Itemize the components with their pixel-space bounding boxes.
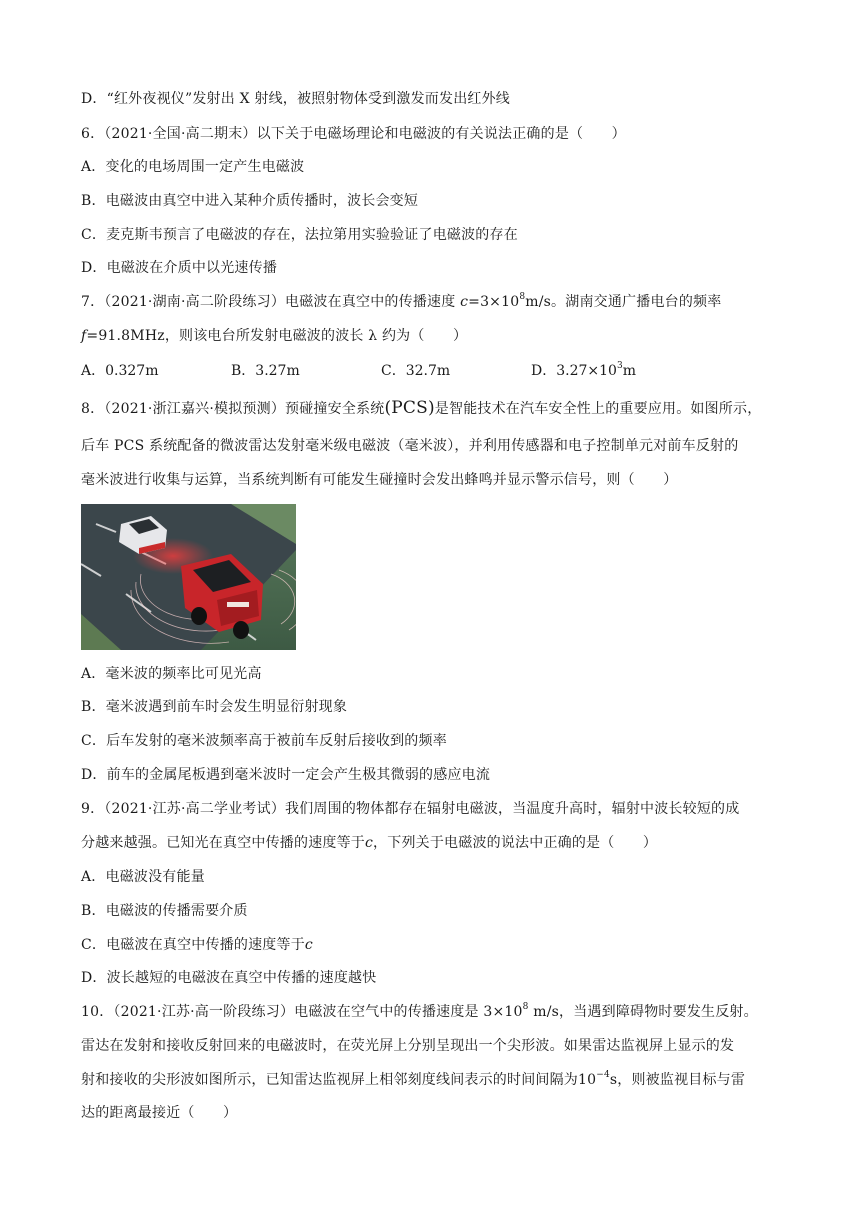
q9-option-c	[81, 935, 313, 955]
q7-line2-text: =91.8MHz，则该电台所发射电磁波的波长 λ 约为（ ）	[86, 328, 468, 344]
q9-text-b: ，下列关于电磁波的说法中正确的是（ ）	[373, 835, 658, 851]
q7-option-d	[531, 361, 636, 381]
q10-text-b: m/s，当遇到障碍物时要发生反射。	[528, 1004, 758, 1020]
q9-option-c-var: c	[304, 937, 313, 953]
q8-stem-line1	[81, 398, 761, 419]
q10-exponent-1: 8	[522, 1002, 529, 1013]
q9-option-a: A．电磁波没有能量	[81, 869, 205, 885]
q10-text-c: 射和接收的尖形波如图所示，已知雷达监视屏上相邻刻度线间表示的时间间隔为10	[81, 1072, 597, 1088]
q10-text-a: 10．（2021·江苏·高一阶段练习）电磁波在空气中的传播速度是 3×10	[81, 1004, 523, 1020]
q10-stem-line1	[81, 1002, 758, 1022]
q7-stem-line1	[81, 292, 721, 312]
q7-var-c: c	[460, 294, 469, 310]
q9-text-a: 分越来越强。已知光在真空中传播的速度等于	[81, 835, 365, 851]
q9-var-c: c	[365, 835, 374, 851]
q8-pcs: (PCS)	[384, 398, 435, 418]
q9-option-c-text: C．电磁波在真空中传播的速度等于	[81, 937, 305, 953]
q9-stem-line1: 9．（2021·江苏·高二学业考试）我们周围的物体都存在辐射电磁波，当温度升高时，辐射中波长较短的成	[81, 801, 740, 817]
q8-stem-line2: 后车 PCS 系统配备的微波雷达发射毫米级电磁波（毫米波），并利用传感器和电子控制单元对前车反射的	[81, 438, 739, 454]
q9-option-b: B．电磁波的传播需要介质	[81, 903, 248, 919]
q10-stem-line4: 达的距离最接近（ ）	[81, 1105, 238, 1121]
q9-stem-line2	[81, 833, 657, 853]
q7-stem-line2	[81, 326, 467, 346]
q8-option-b: B．毫米波遇到前车时会发生明显衍射现象	[81, 699, 348, 715]
q7-option-d-exponent: 3	[616, 361, 623, 372]
q8-text-a: 8．（2021·浙江嘉兴·模拟预测）预碰撞安全系统	[81, 401, 385, 417]
q7-option-c: C．32.7m	[381, 363, 451, 379]
q8-stem-line3: 毫米波进行收集与运算，当系统判断有可能发生碰撞时会发出蜂鸣并显示警示信号，则（ ）	[81, 472, 678, 488]
q6-option-c: C．麦克斯韦预言了电磁波的存在，法拉第用实验验证了电磁波的存在	[81, 227, 518, 243]
q6-option-d: D．电磁波在介质中以光速传播	[81, 260, 278, 276]
q10-stem-line2: 雷达在发射和接收反射回来的电磁波时，在荧光屏上分别呈现出一个尖形波。如果雷达监视屏上显示的发	[81, 1038, 735, 1054]
q6-option-b: B．电磁波由真空中进入某种介质传播时，波长会变短	[81, 193, 419, 209]
q7-text-pre: 7．（2021·湖南·高二阶段练习）电磁波在真空中的传播速度	[81, 294, 461, 310]
q8-option-a: A．毫米波的频率比可见光高	[81, 666, 262, 682]
q7-option-b: B．3.27m	[231, 363, 300, 379]
q7-exponent: 8	[519, 292, 526, 303]
q7-option-d-pre: D．3.27×10	[531, 363, 617, 379]
q6-option-a: A．变化的电场周围一定产生电磁波	[81, 159, 305, 175]
q9-option-d: D．波长越短的电磁波在真空中传播的速度越快	[81, 970, 377, 986]
q7-eq: =3×10	[468, 294, 520, 310]
q10-exponent-2: −4	[596, 1070, 610, 1081]
car-radar-illustration	[81, 504, 296, 650]
q6-stem: 6．（2021·全国·高二期末）以下关于电磁场理论和电磁波的有关说法正确的是（ ）	[81, 126, 626, 142]
pcs-radar-car-photo	[81, 504, 296, 650]
q7-option-a: A．0.327m	[81, 363, 159, 379]
q7-text-post: m/s。湖南交通广播电台的频率	[525, 294, 722, 310]
q10-stem-line3	[81, 1070, 745, 1090]
q7-var-f: f	[81, 328, 87, 344]
q10-text-d: s，则被监视目标与雷	[609, 1072, 746, 1088]
q5-option-d: D．“红外夜视仪”发射出 X 射线，被照射物体受到激发而发出红外线	[81, 91, 511, 107]
q7-option-d-unit: m	[622, 363, 636, 379]
q8-option-d: D．前车的金属尾板遇到毫米波时一定会产生极其微弱的感应电流	[81, 767, 491, 783]
q8-text-b: 是智能技术在汽车安全性上的重要应用。如图所示，	[434, 401, 762, 417]
q8-option-c: C．后车发射的毫米波频率高于被前车反射后接收到的频率	[81, 733, 447, 749]
